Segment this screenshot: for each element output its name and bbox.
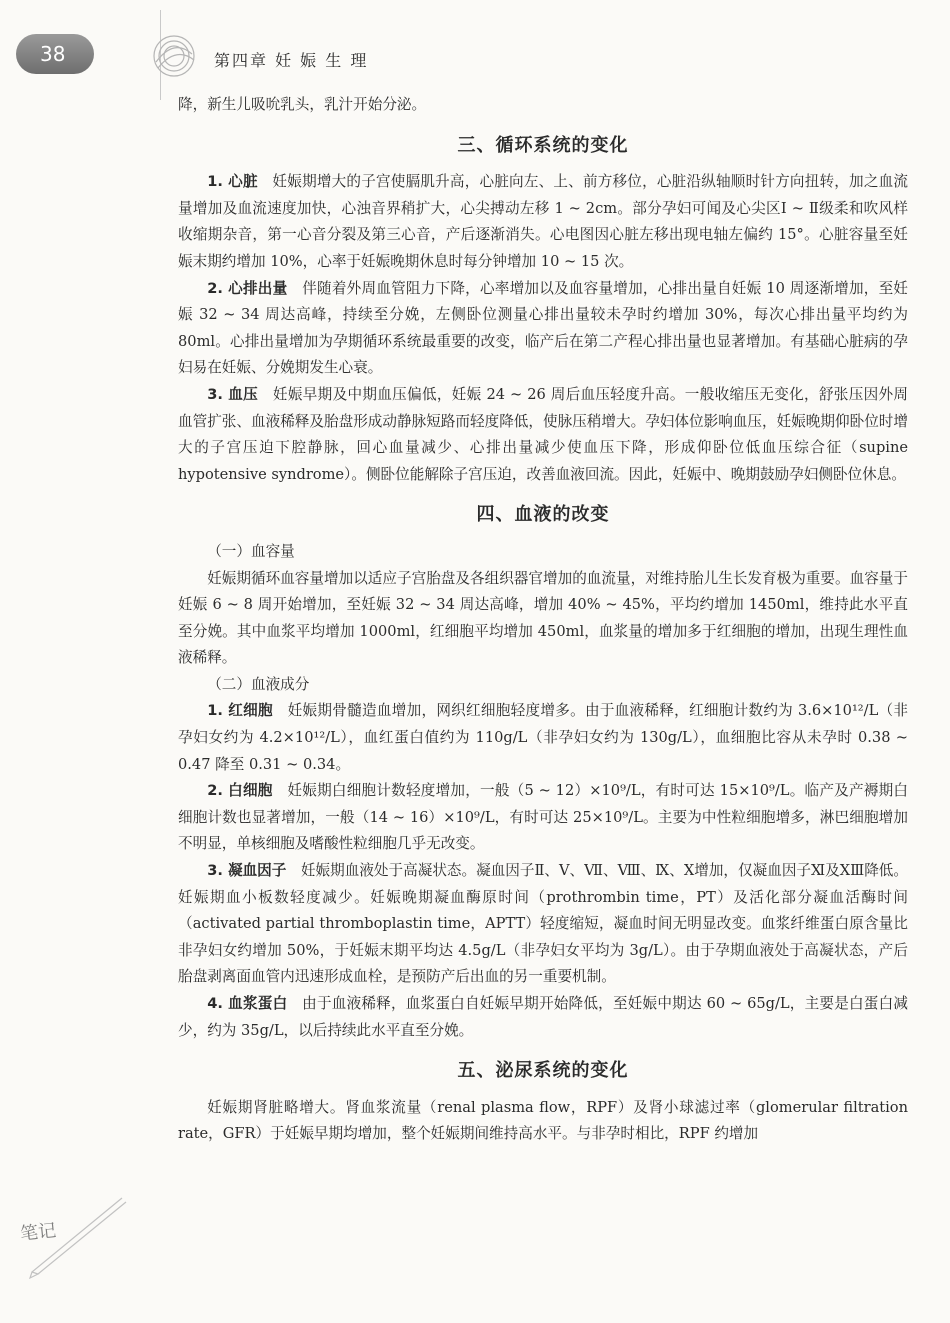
item-lead: 4. 血浆蛋白 [207,995,288,1012]
running-head: 第四章 妊 娠 生 理 [214,51,369,70]
item-lead: 3. 凝血因子 [207,862,287,880]
item-text: 妊娠期血液处于高凝状态。凝血因子Ⅱ、Ⅴ、Ⅶ、Ⅷ、Ⅸ、Ⅹ增加，仅凝血因子Ⅺ及ⅩⅢ降低。妊娠期血小板数轻度减少。妊娠晚期凝血酶原时间（prothrombin time，PT）及活化部分凝血活酶时间（activated partial thromboplastin time，APTT）轻度缩短，凝血时间无明显改变。血浆纤维蛋白原含量比非孕妇女约增加 50%，于妊娠末期平均达 4.5g/L（非孕妇女平均为 3g/L）。由于孕期血液处于高凝状态，产后胎盘剥离面血管内迅速形成血栓，是预防产后出血的另一重要机制。 [178,862,908,986]
section-title: 三、循环系统的变化 [457,134,629,156]
paragraph [178,276,908,382]
item-text: 由于血液稀释，血浆蛋白自妊娠早期开始降低，至妊娠中期达 60 ~ 65g/L，主要是白蛋白减少，约为 35g/L，以后持续此水平直至分娩。 [178,995,908,1039]
subsection-title: （一）血容量 [207,542,295,560]
paragraph [178,858,908,991]
page-number-badge [16,34,94,74]
main-text [178,92,908,1148]
paragraph [178,382,908,488]
item-text: 妊娠期增大的子宫使膈肌升高，心脏向左、上、前方移位，心脏沿纵轴顺时针方向扭转，加之血流量增加及血流速度加快，心浊音界稍扩大，心尖搏动左移 1 ~ 2cm。部分孕妇可闻及心尖区Ⅰ ~ Ⅱ级柔和吹风样收缩期杂音，第一心音分裂及第三心音，产后逐渐消失。心电图因心脏左移出现电轴左偏约 15°。心脏容量至妊娠末期约增加 10%，心率于妊娠晚期休息时每分钟增加 10 ~ 15 次。 [178,173,908,270]
swirl-logo-icon [150,32,198,80]
item-text: 妊娠期白细胞计数轻度增加，一般（5 ~ 12）×10⁹/L，有时可达 15×10⁹/L。临产及产褥期白细胞计数也显著增加，一般（14 ~ 16）×10⁹/L，有时可达 25×10⁹/L。主要为中性粒细胞增多，淋巴细胞增加不明显，单核细胞及嗜酸性粒细胞几乎无改变。 [178,782,908,853]
paragraph [178,698,908,778]
item-text: 伴随着外周血管阻力下降，心率增加以及血容量增加，心排出量自妊娠 10 周逐渐增加，至妊娠 32 ~ 34 周达高峰，持续至分娩，左侧卧位测量心排出量较未孕时约增加 30%，每次心排出量平均约为 80ml。心排出量增加为孕期循环系统最重要的改变，临产后在第二产程心排出量也显著增加。有基础心脏病的孕妇易在妊娠、分娩期发生心衰。 [178,279,908,377]
item-lead: 1. 心脏 [207,173,258,191]
section-title: 五、泌尿系统的变化 [457,1060,629,1082]
section-title: 四、血液的改变 [476,504,610,526]
paragraph [178,169,908,275]
item-text: 妊娠期骨髓造血增加，网织红细胞轻度增多。由于血液稀释，红细胞计数约为 3.6×10¹²/L（非孕妇女约为 4.2×10¹²/L），血红蛋白值约为 110g/L（非孕妇女约为 130g/L），血细胞比容从未孕时 0.38 ~ 0.47 降至 0.31 ~ 0.34。 [178,702,908,773]
paragraph [178,991,908,1044]
paragraph [178,778,908,858]
notes-label: 笔记 [19,1220,58,1245]
page-number: 38 [40,42,66,66]
paragraph: 妊娠期肾脏略增大。肾血浆流量（renal plasma flow，RPF）及肾小球滤过率（glomerular filtration rate，GFR）于妊娠早期均增加，整个妊娠期间维持高水平。与非孕时相比，RPF 约增加 [178,1098,908,1143]
paragraph: 妊娠期循环血容量增加以适应子宫胎盘及各组织器官增加的血流量，对维持胎儿生长发育极为重要。血容量于妊娠 6 ~ 8 周开始增加，至妊娠 32 ~ 34 周达高峰，增加 40% ~ 45%，平均约增加 1450ml，维持此水平直至分娩。其中血浆平均增加 1000ml，红细胞平均增加 450ml，血浆量的增加多于红细胞的增加，出现生理性血液稀释。 [178,569,908,667]
item-lead: 2. 白细胞 [207,782,273,800]
paragraph: 降，新生儿吸吮乳头，乳汁开始分泌。 [178,96,427,113]
item-lead: 2. 心排出量 [207,279,288,297]
subsection-title: （二）血液成分 [207,675,310,693]
item-lead: 3. 血压 [207,385,259,403]
item-text: 妊娠早期及中期血压偏低，妊娠 24 ~ 26 周后血压轻度升高。一般收缩压无变化，舒张压因外周血管扩张、血液稀释及胎盘形成动静脉短路而轻度降低，使脉压稍增大。孕妇体位影响血压，妊娠晚期仰卧位时增大的子宫压迫下腔静脉，回心血量减少、心排出量减少使血压下降，形成仰卧位低血压综合征（supine hypotensive syndrome）。侧卧位能解除子宫压迫，改善血液回流。因此，妊娠中、晚期鼓励孕妇侧卧位休息。 [178,385,908,483]
item-lead: 1. 红细胞 [207,702,273,720]
